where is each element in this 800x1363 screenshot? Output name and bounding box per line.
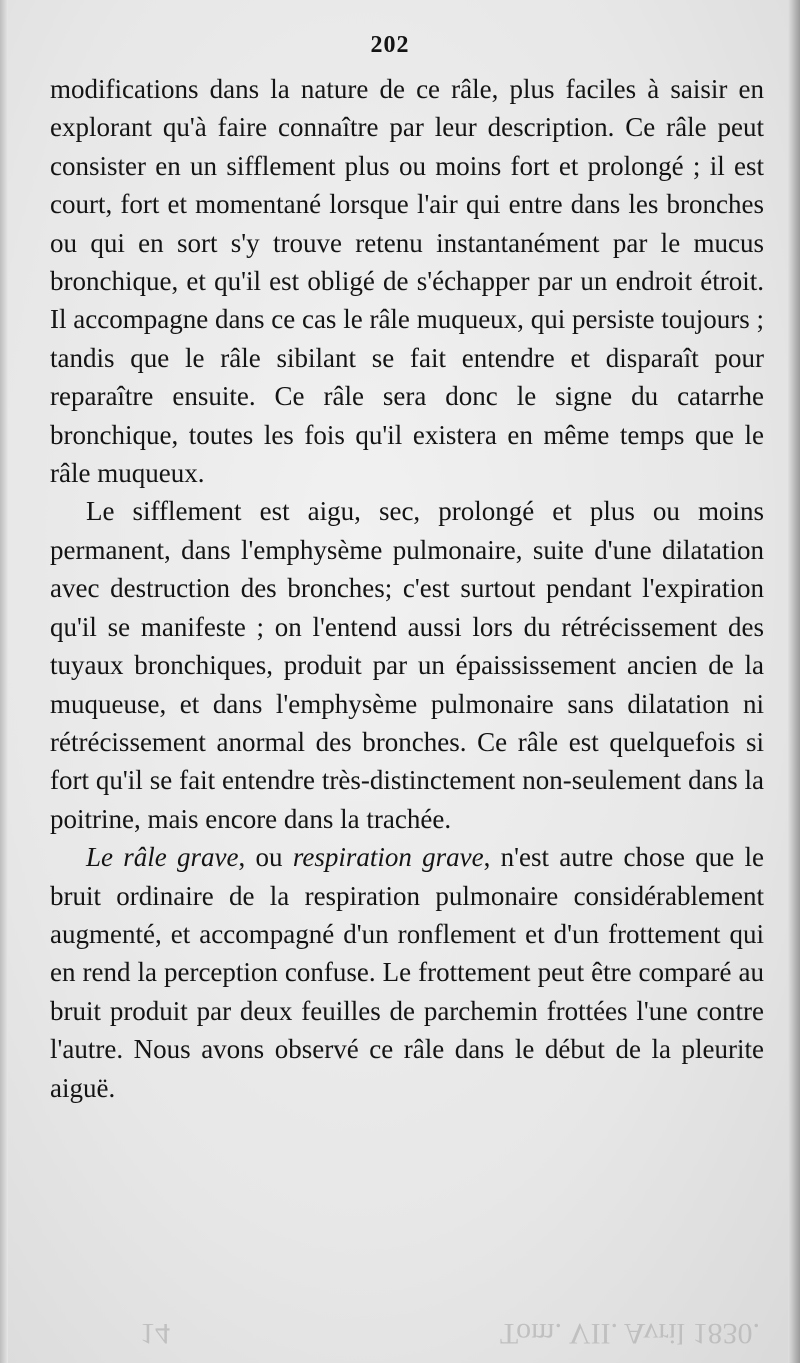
paragraph-2: Le sifflement est aigu, sec, prolongé et plus ou moins permanent, dans l'emphysème pulmonaire, suite d'une dilatation avec destruction des bronches; c'est surtout pendant l'expiration qu'il se manifeste ; on l'entend aussi lors du rétrécissement des tuyaux bronchiques, produit par un épaississement ancien de la muqueuse, et dans l'emphysème pulmonaire sans dilatation ni rétrécissement anormal des bronches. Ce râle est quelquefois si fort qu'il se fait entendre très-distinctement non-seulement dans la poitrine, mais encore dans la trachée. <box>50 496 764 834</box>
paragraph-3-separator: , ou <box>238 842 293 873</box>
bleed-through-volume: Tom. VII. Avril 1830. <box>499 1317 760 1350</box>
page-body-text <box>50 70 764 1107</box>
paragraph-3 <box>50 838 764 1107</box>
paragraph-3-rest: , n'est autre chose que le bruit ordinaire de la respiration pulmonaire considérablement augmenté, et accompagné d'un ronflement et d'un frottement qui en rend la perception confuse. Le frottement peut être comparé au bruit produit par deux feuilles de parchemin frottées l'une contre l'autre. Nous avons observé ce râle dans le début de la pleurite aiguë. <box>50 842 765 1103</box>
term-respiration-grave: respiration grave <box>292 842 484 873</box>
page-number: 202 <box>370 32 410 58</box>
term-rale-grave: Le râle grave <box>86 842 239 873</box>
bleed-through-footer <box>140 1316 760 1350</box>
page-left-edge <box>0 0 8 1363</box>
page-right-edge <box>788 0 800 1363</box>
bleed-through-signature: 14 <box>140 1317 170 1350</box>
paragraph-1: modifications dans la nature de ce râle, plus faciles à saisir en explorant qu'à faire connaître par leur description. Ce râle peut consister en un sifflement plus ou moins fort et prolongé ; il est court, fort et momentané lorsque l'air qui entre dans les bronches ou qui en sort s'y trouve retenu instantanément par le mucus bronchique, et qu'il est obligé de s'échapper par un endroit étroit. Il accompagne dans ce cas le râle muqueux, qui persiste toujours ; tandis que le râle sibilant se fait entendre et disparaît pour reparaître ensuite. Ce râle sera donc le signe du catarrhe bronchique, toutes les fois qu'il existera en même temps que le râle muqueux. <box>50 74 764 489</box>
